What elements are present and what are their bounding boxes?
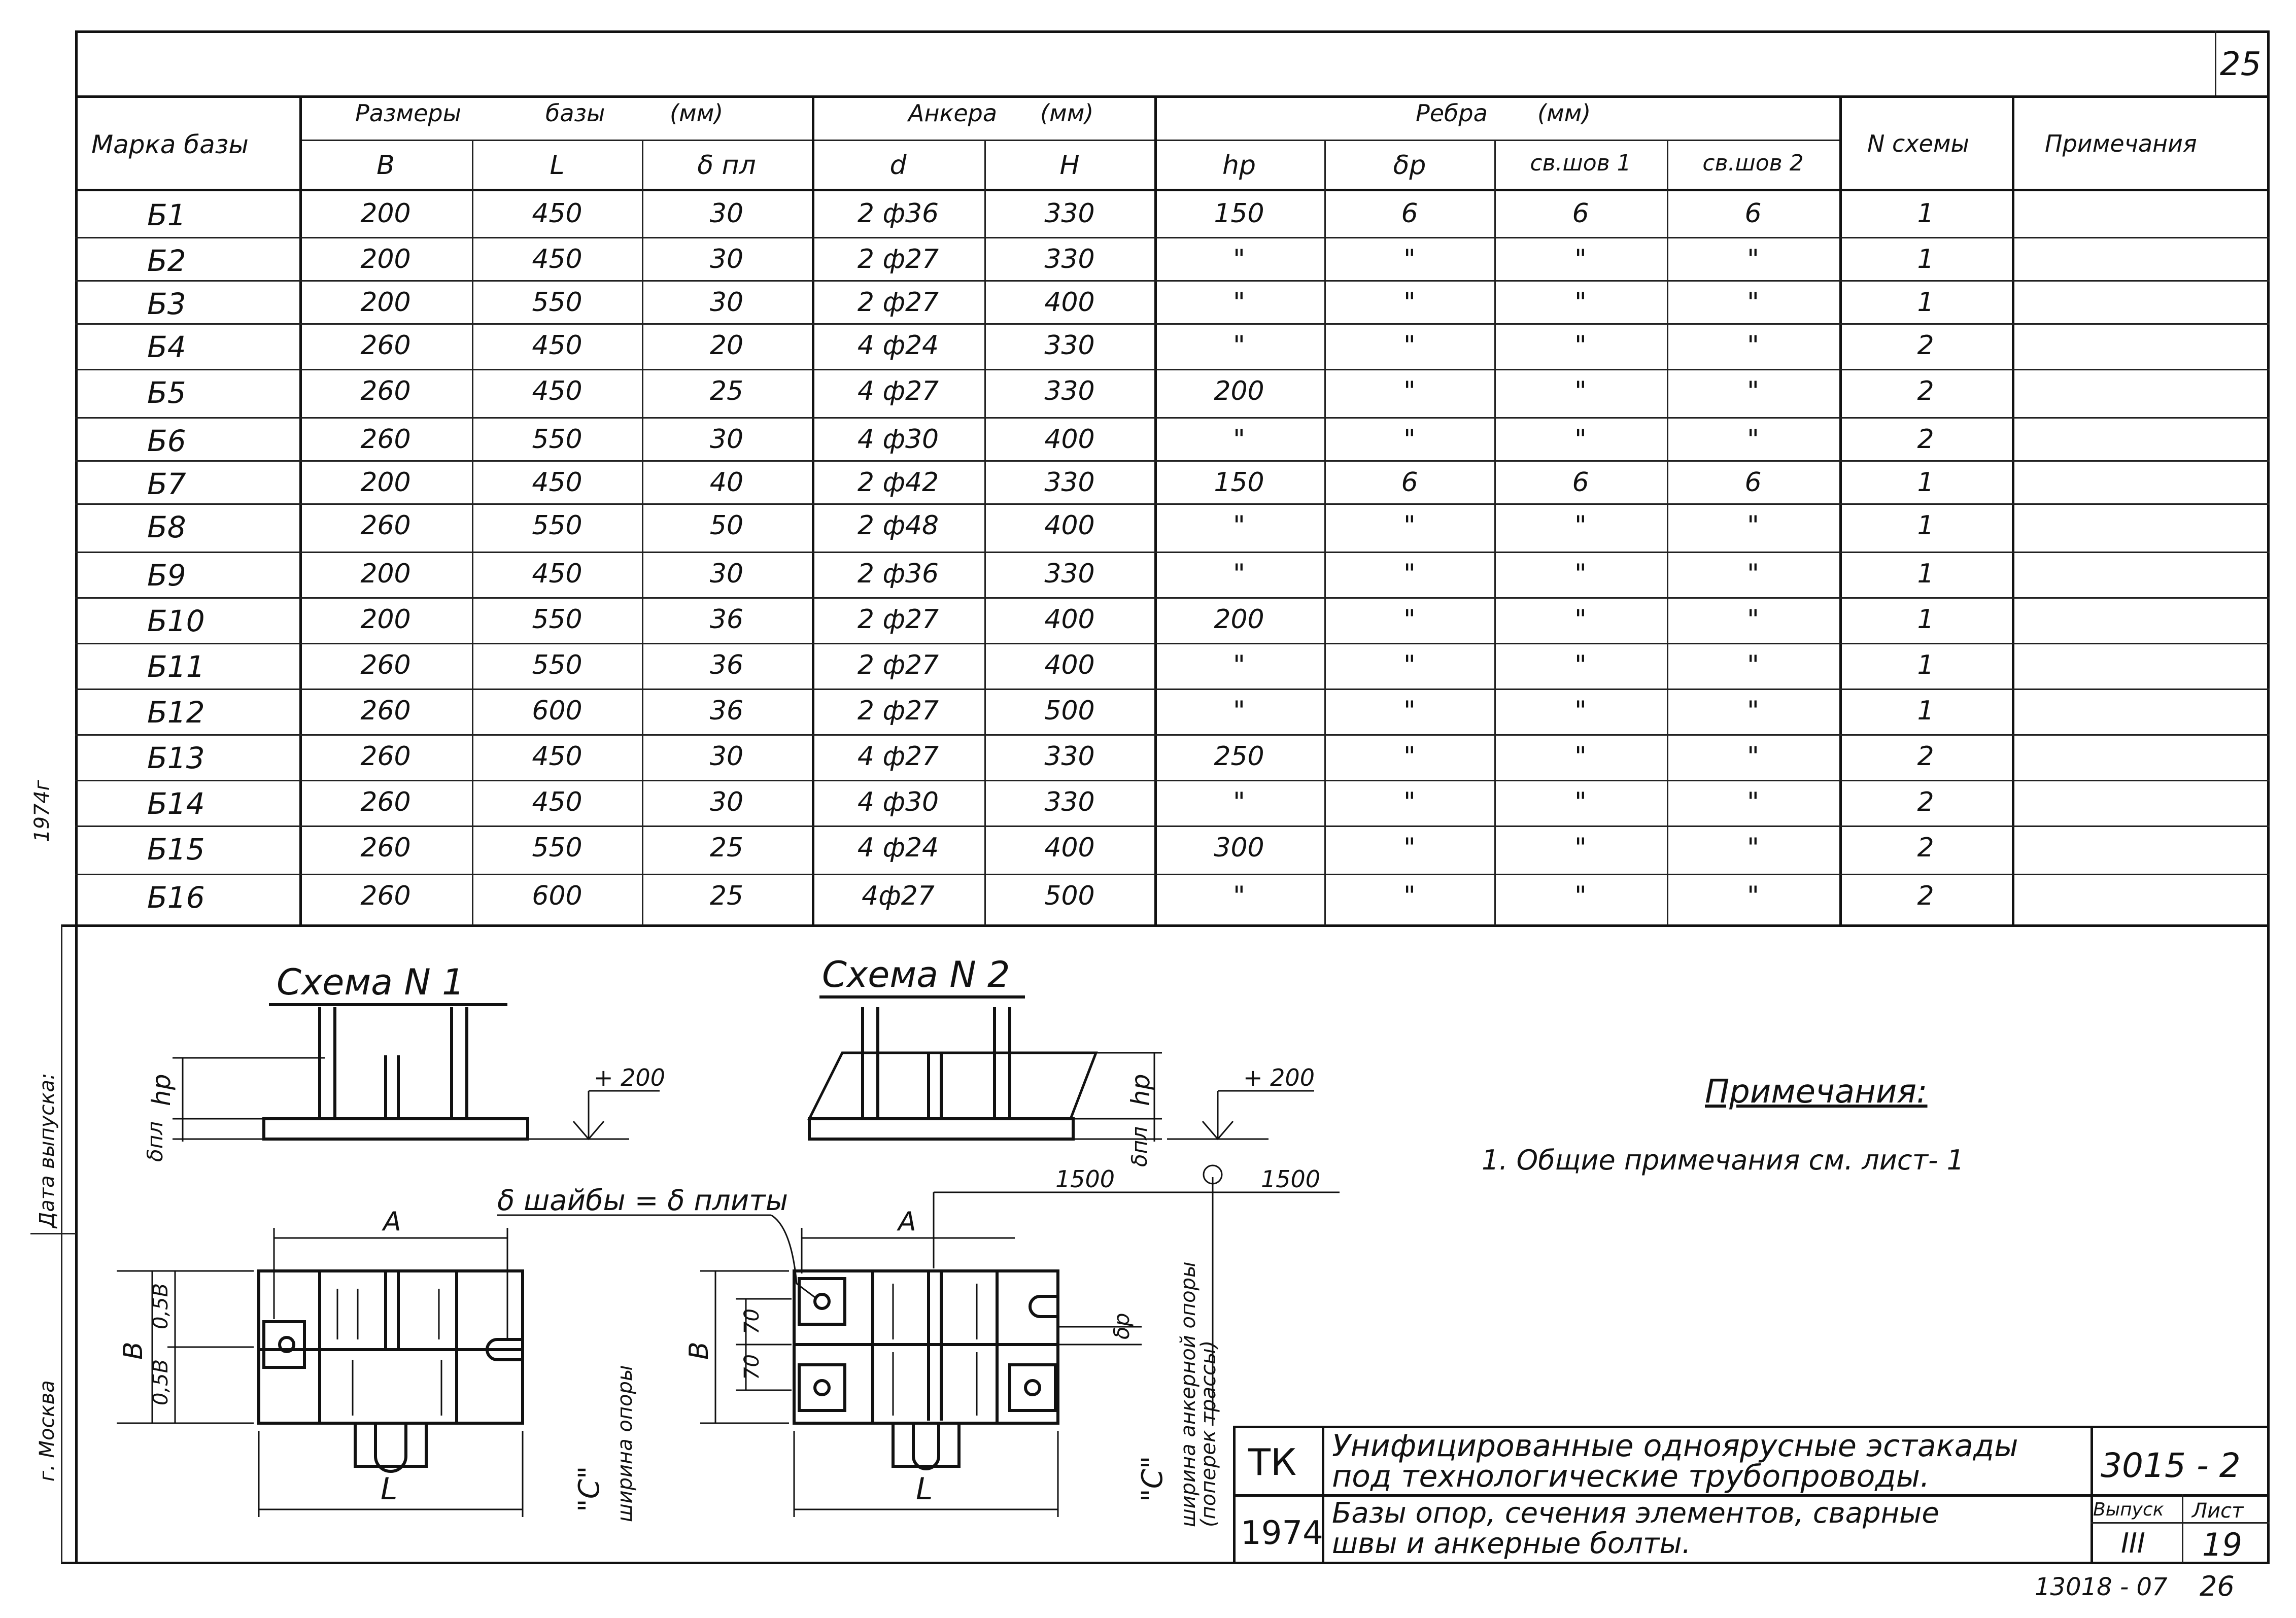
scheme2-base-plate xyxy=(809,1119,1073,1139)
table-cell-rib-weld1: " xyxy=(1574,287,1587,318)
table-cell-rib-weld2: " xyxy=(1747,696,1759,726)
scheme2-dim-l: L xyxy=(916,1471,933,1507)
table-cell-base-b: 200 xyxy=(360,559,411,589)
scheme1-c-label: "С" xyxy=(573,1466,606,1512)
table-cell-rib-hp: " xyxy=(1233,330,1245,361)
table-cell-rib-weld2: " xyxy=(1747,650,1759,680)
table-cell-scheme-no: 1 xyxy=(1917,650,1934,680)
footer-page-no: 26 xyxy=(2200,1570,2235,1602)
table-cell-anchor-d: 4 ф30 xyxy=(857,787,939,817)
table-cell-row-mark: Б1 xyxy=(147,198,186,232)
table-cell-base-dpl: 25 xyxy=(709,881,744,911)
table-cell-anchor-d: 4ф27 xyxy=(862,881,935,911)
table-cell-row-mark: Б12 xyxy=(147,695,205,730)
table-cell-base-l: 600 xyxy=(532,881,582,911)
group-header-anchors-1: Анкера xyxy=(908,99,998,127)
scheme2-anchor-hole-bottom xyxy=(815,1381,829,1395)
col-header-mark: Марка базы xyxy=(91,130,249,159)
table-cell-anchor-h: 400 xyxy=(1044,510,1095,541)
table-cell-anchor-d: 4 ф24 xyxy=(857,833,939,863)
scheme1-level: + 200 xyxy=(594,1064,665,1091)
table-cell-base-dpl: 20 xyxy=(709,330,744,361)
table-cell-rib-weld2: " xyxy=(1747,376,1759,406)
subheader-dp: δр xyxy=(1393,150,1426,181)
group-header-base-2: базы xyxy=(545,99,605,127)
table-cell-base-l: 550 xyxy=(532,424,582,455)
table-cell-rib-weld2: " xyxy=(1747,330,1759,361)
subheader-b: B xyxy=(376,150,395,181)
subheader-dpl: δ пл xyxy=(697,150,756,181)
table-cell-anchor-d: 2 ф27 xyxy=(857,604,939,635)
stamp-sheet-label: Лист xyxy=(2192,1499,2244,1523)
table-cell-rib-dp: " xyxy=(1403,376,1416,406)
table-cell-base-l: 450 xyxy=(532,741,582,772)
table-cell-rib-hp: " xyxy=(1233,424,1245,455)
table-cell-base-b: 200 xyxy=(360,244,411,274)
table-cell-base-dpl: 25 xyxy=(709,376,744,406)
table-cell-anchor-h: 500 xyxy=(1044,881,1095,911)
scheme1-title: Схема N 1 xyxy=(277,961,465,1003)
subheader-hp: hр xyxy=(1222,150,1256,181)
scheme1-dim-a: А xyxy=(383,1207,401,1237)
table-cell-base-l: 550 xyxy=(532,833,582,863)
table-cell-rib-hp: " xyxy=(1233,650,1245,680)
table-cell-rib-weld1: " xyxy=(1574,559,1587,589)
table-cell-rib-weld2: " xyxy=(1747,244,1759,274)
table-cell-anchor-d: 4 ф27 xyxy=(857,376,939,406)
table-cell-rib-weld1: " xyxy=(1574,881,1587,911)
table-cell-base-l: 450 xyxy=(532,559,582,589)
table-cell-base-dpl: 30 xyxy=(709,559,744,589)
table-cell-rib-dp: " xyxy=(1403,559,1416,589)
scheme2-anchor-hole-right xyxy=(1025,1381,1040,1395)
table-cell-anchor-d: 2 ф36 xyxy=(857,198,939,229)
table-cell-anchor-h: 330 xyxy=(1044,244,1095,274)
table-cell-base-b: 260 xyxy=(360,741,411,772)
table-cell-base-l: 450 xyxy=(532,244,582,274)
table-cell-base-dpl: 30 xyxy=(709,244,744,274)
table-cell-scheme-no: 1 xyxy=(1917,287,1934,318)
group-header-ribs-2: (мм) xyxy=(1537,99,1591,127)
washer-note: δ шайбы = δ плиты xyxy=(497,1184,788,1217)
stamp-year: 1974 xyxy=(1241,1514,1323,1552)
subheader-d: d xyxy=(889,150,907,181)
table-cell-scheme-no: 2 xyxy=(1917,833,1934,863)
subheader-h: H xyxy=(1059,150,1080,181)
side-strip-tick xyxy=(30,1233,76,1234)
table-cell-anchor-d: 4 ф24 xyxy=(857,330,939,361)
scheme2-anchor-hole-top xyxy=(815,1294,829,1309)
scheme2-level: + 200 xyxy=(1243,1064,1315,1091)
table-cell-base-dpl: 30 xyxy=(709,424,744,455)
table-cell-base-b: 200 xyxy=(360,287,411,318)
table-cell-base-l: 550 xyxy=(532,287,582,318)
table-cell-rib-dp: " xyxy=(1403,510,1416,541)
table-cell-rib-dp: " xyxy=(1403,424,1416,455)
table-cell-rib-weld1: " xyxy=(1574,833,1587,863)
table-cell-rib-weld2: " xyxy=(1747,510,1759,541)
scheme2-washer-top xyxy=(799,1279,845,1324)
table-cell-rib-weld2: " xyxy=(1747,787,1759,817)
table-cell-scheme-no: 2 xyxy=(1917,330,1934,361)
dim-1500-b: 1500 xyxy=(1261,1165,1321,1193)
table-cell-anchor-d: 2 ф48 xyxy=(857,510,939,541)
table-cell-rib-hp: 250 xyxy=(1214,741,1264,772)
table-cell-rib-hp: 300 xyxy=(1214,833,1264,863)
table-cell-anchor-h: 400 xyxy=(1044,287,1095,318)
scheme2-base xyxy=(809,1053,1096,1119)
table-cell-base-dpl: 30 xyxy=(709,741,744,772)
table-cell-row-mark: Б11 xyxy=(147,649,205,684)
table-cell-anchor-h: 400 xyxy=(1044,424,1095,455)
table-cell-base-dpl: 50 xyxy=(709,510,744,541)
table-cell-base-l: 550 xyxy=(532,510,582,541)
table-cell-rib-weld1: " xyxy=(1574,376,1587,406)
table-cell-rib-weld2: " xyxy=(1747,424,1759,455)
table-cell-rib-weld1: " xyxy=(1574,604,1587,635)
table-cell-anchor-d: 2 ф36 xyxy=(857,559,939,589)
table-cell-base-dpl: 40 xyxy=(709,467,744,498)
scheme2-dp: δр xyxy=(1109,1313,1134,1339)
table-cell-base-l: 450 xyxy=(532,330,582,361)
side-year: 1974г xyxy=(30,780,54,842)
table-cell-rib-weld1: 6 xyxy=(1572,198,1589,229)
scheme2-washer-right xyxy=(1010,1365,1055,1410)
table-cell-rib-weld1: " xyxy=(1574,424,1587,455)
table-cell-row-mark: Б2 xyxy=(147,244,186,278)
scheme1-c-caption: ширина опоры xyxy=(613,1365,637,1522)
table-cell-scheme-no: 1 xyxy=(1917,244,1934,274)
table-cell-anchor-h: 330 xyxy=(1044,198,1095,229)
table-cell-rib-weld1: " xyxy=(1574,787,1587,817)
scheme2-title: Схема N 2 xyxy=(822,954,1010,995)
table-cell-row-mark: Б14 xyxy=(147,786,205,821)
stamp-title-line1: Унифицированные одноярусные эстакады xyxy=(1332,1428,2018,1464)
table-cell-rib-hp: 150 xyxy=(1214,467,1264,498)
table-cell-base-dpl: 30 xyxy=(709,787,744,817)
table-cell-rib-hp: " xyxy=(1233,510,1245,541)
table-cell-base-b: 260 xyxy=(360,330,411,361)
table-cell-rib-weld1: " xyxy=(1574,510,1587,541)
scheme1-base-plate xyxy=(264,1119,528,1139)
dim-1500-a: 1500 xyxy=(1055,1165,1115,1193)
table-cell-rib-weld1: " xyxy=(1574,696,1587,726)
table-cell-base-b: 260 xyxy=(360,787,411,817)
table-cell-rib-weld2: " xyxy=(1747,833,1759,863)
table-cell-base-l: 550 xyxy=(532,650,582,680)
table-cell-base-dpl: 36 xyxy=(709,696,744,726)
table-cell-rib-dp: " xyxy=(1403,881,1416,911)
stamp-issue-label: Выпуск xyxy=(2093,1499,2164,1520)
table-cell-base-l: 450 xyxy=(532,467,582,498)
table-cell-row-mark: Б10 xyxy=(147,604,205,638)
table-cell-rib-dp: " xyxy=(1403,604,1416,635)
table-cell-row-mark: Б6 xyxy=(147,424,186,458)
table-cell-rib-hp: " xyxy=(1233,881,1245,911)
scheme2-washer-bottom xyxy=(799,1365,845,1410)
table-cell-row-mark: Б16 xyxy=(147,880,205,915)
table-cell-anchor-h: 400 xyxy=(1044,650,1095,680)
scheme2-dim-70-bottom: 70 xyxy=(740,1354,764,1380)
table-cell-scheme-no: 1 xyxy=(1917,559,1934,589)
table-cell-rib-weld2: 6 xyxy=(1744,467,1762,498)
table-cell-base-b: 260 xyxy=(360,833,411,863)
table-cell-anchor-h: 400 xyxy=(1044,604,1095,635)
table-cell-anchor-d: 2 ф27 xyxy=(857,696,939,726)
table-cell-rib-weld1: " xyxy=(1574,650,1587,680)
scheme1-washer xyxy=(264,1322,304,1367)
side-issue-date: Дата выпуска: xyxy=(36,1073,59,1228)
group-header-ribs-1: Ребра xyxy=(1416,99,1488,127)
table-cell-row-mark: Б7 xyxy=(147,467,186,501)
table-cell-base-l: 450 xyxy=(532,787,582,817)
table-cell-anchor-h: 330 xyxy=(1044,741,1095,772)
table-cell-base-dpl: 36 xyxy=(709,650,744,680)
table-cell-anchor-d: 4 ф27 xyxy=(857,741,939,772)
table-cell-scheme-no: 2 xyxy=(1917,881,1934,911)
table-cell-scheme-no: 1 xyxy=(1917,604,1934,635)
table-cell-base-dpl: 30 xyxy=(709,198,744,229)
table-cell-rib-dp: " xyxy=(1403,787,1416,817)
subheader-l: L xyxy=(550,150,565,181)
table-cell-base-b: 200 xyxy=(360,604,411,635)
table-cell-row-mark: Б4 xyxy=(147,330,186,364)
table-cell-scheme-no: 1 xyxy=(1917,467,1934,498)
scheme2-dpl: δпл xyxy=(1127,1126,1152,1167)
stamp-code: 3015 - 2 xyxy=(2101,1446,2241,1485)
table-cell-rib-weld1: " xyxy=(1574,244,1587,274)
table-cell-rib-dp: " xyxy=(1403,287,1416,318)
table-cell-row-mark: Б13 xyxy=(147,741,205,775)
table-cell-rib-hp: 200 xyxy=(1214,604,1264,635)
scheme1-half-b-bottom: 0,5В xyxy=(149,1359,173,1405)
table-cell-anchor-d: 2 ф27 xyxy=(857,287,939,318)
col-header-notes: Примечания xyxy=(2045,130,2197,157)
table-cell-rib-weld2: " xyxy=(1747,287,1759,318)
table-cell-row-mark: Б8 xyxy=(147,510,186,544)
table-cell-anchor-h: 330 xyxy=(1044,330,1095,361)
stamp-issue-value: III xyxy=(2121,1527,2145,1559)
side-strip-line xyxy=(61,924,62,1563)
side-city: г. Москва xyxy=(36,1380,59,1482)
table-cell-rib-hp: " xyxy=(1233,696,1245,726)
scheme1-dpl: δпл xyxy=(143,1121,167,1162)
table-cell-rib-weld2: " xyxy=(1747,881,1759,911)
scheme2-c-label: "С" xyxy=(1136,1456,1169,1502)
table-cell-rib-weld2: " xyxy=(1747,604,1759,635)
table-cell-base-b: 260 xyxy=(360,650,411,680)
scheme2-dim-70-top: 70 xyxy=(740,1309,764,1334)
table-cell-rib-dp: 6 xyxy=(1401,467,1418,498)
scheme1-hp: hр xyxy=(147,1074,176,1106)
table-cell-scheme-no: 1 xyxy=(1917,696,1934,726)
table-cell-rib-hp: " xyxy=(1233,287,1245,318)
notes-item-1: 1. Общие примечания см. лист- 1 xyxy=(1482,1144,1965,1176)
table-cell-rib-weld2: 6 xyxy=(1744,198,1762,229)
stamp-title-line2: под технологические трубопроводы. xyxy=(1332,1459,1930,1494)
table-cell-rib-hp: " xyxy=(1233,244,1245,274)
table-cell-scheme-no: 2 xyxy=(1917,787,1934,817)
table-cell-rib-dp: " xyxy=(1403,741,1416,772)
table-cell-rib-hp: " xyxy=(1233,559,1245,589)
table-cell-base-b: 260 xyxy=(360,696,411,726)
stamp-subtitle-line1: Базы опор, сечения элементов, сварные xyxy=(1332,1497,1939,1530)
table-cell-scheme-no: 1 xyxy=(1917,510,1934,541)
table-cell-rib-dp: 6 xyxy=(1401,198,1418,229)
col-header-scheme: N схемы xyxy=(1867,130,1969,157)
table-cell-rib-weld1: " xyxy=(1574,741,1587,772)
subheader-weld2: св.шов 2 xyxy=(1702,150,1804,176)
table-cell-rib-dp: " xyxy=(1403,696,1416,726)
stamp-org: ТК xyxy=(1248,1441,1297,1484)
table-cell-rib-dp: " xyxy=(1403,650,1416,680)
footer-archive-no: 13018 - 07 xyxy=(2035,1573,2168,1601)
scheme1-half-b-top: 0,5В xyxy=(149,1283,173,1329)
table-cell-base-dpl: 36 xyxy=(709,604,744,635)
scheme2-c-caption-2: (поперек трассы) xyxy=(1197,1340,1220,1527)
table-cell-rib-dp: " xyxy=(1403,330,1416,361)
group-header-base-1: Размеры xyxy=(355,99,461,127)
scheme2-dim-b: В xyxy=(684,1341,714,1360)
table-cell-rib-dp: " xyxy=(1403,833,1416,863)
subheader-weld1: св.шов 1 xyxy=(1530,150,1631,176)
table-cell-anchor-d: 2 ф27 xyxy=(857,650,939,680)
table-cell-anchor-h: 330 xyxy=(1044,376,1095,406)
table-cell-base-l: 450 xyxy=(532,198,582,229)
scheme1-dim-b: В xyxy=(118,1341,149,1360)
table-cell-anchor-d: 2 ф42 xyxy=(857,467,939,498)
table-cell-base-b: 200 xyxy=(360,198,411,229)
stamp-sheet-value: 19 xyxy=(2202,1526,2242,1563)
table-cell-row-mark: Б15 xyxy=(147,832,205,867)
table-cell-rib-dp: " xyxy=(1403,244,1416,274)
scheme2-plan-plate xyxy=(794,1271,1058,1423)
table-cell-anchor-h: 400 xyxy=(1044,833,1095,863)
scheme2-hp: hр xyxy=(1126,1074,1155,1106)
table-cell-base-b: 260 xyxy=(360,424,411,455)
table-cell-anchor-h: 330 xyxy=(1044,467,1095,498)
table-cell-base-l: 600 xyxy=(532,696,582,726)
stamp-subtitle-line2: швы и анкерные болты. xyxy=(1332,1527,1691,1560)
table-cell-anchor-d: 2 ф27 xyxy=(857,244,939,274)
table-cell-rib-weld2: " xyxy=(1747,559,1759,589)
table-cell-base-b: 260 xyxy=(360,510,411,541)
table-cell-rib-hp: " xyxy=(1233,787,1245,817)
table-cell-scheme-no: 2 xyxy=(1917,424,1934,455)
scheme2-c-caption-1: ширина анкерной опоры xyxy=(1177,1261,1200,1527)
table-cell-scheme-no: 1 xyxy=(1917,198,1934,229)
table-cell-rib-hp: 150 xyxy=(1214,198,1264,229)
table-cell-base-dpl: 30 xyxy=(709,287,744,318)
table-cell-anchor-d: 4 ф30 xyxy=(857,424,939,455)
table-cell-row-mark: Б3 xyxy=(147,287,186,321)
table-cell-base-l: 550 xyxy=(532,604,582,635)
table-cell-scheme-no: 2 xyxy=(1917,376,1934,406)
scheme1-dim-l: L xyxy=(381,1471,398,1507)
table-cell-rib-weld2: " xyxy=(1747,741,1759,772)
table-cell-anchor-h: 330 xyxy=(1044,559,1095,589)
table-cell-scheme-no: 2 xyxy=(1917,741,1934,772)
table-cell-base-b: 260 xyxy=(360,881,411,911)
group-header-anchors-2: (мм) xyxy=(1040,99,1094,127)
scheme1-stub xyxy=(355,1423,426,1466)
table-cell-row-mark: Б9 xyxy=(147,558,186,593)
sheet-corner-number: 25 xyxy=(2220,46,2261,83)
group-header-base-3: (мм) xyxy=(670,99,724,127)
scheme1-plan-plate xyxy=(259,1271,523,1423)
table-cell-rib-weld1: 6 xyxy=(1572,467,1589,498)
table-cell-base-l: 450 xyxy=(532,376,582,406)
table-cell-rib-hp: 200 xyxy=(1214,376,1264,406)
table-cell-base-b: 200 xyxy=(360,467,411,498)
notes-title: Примечания: xyxy=(1705,1073,1928,1111)
table-cell-base-b: 260 xyxy=(360,376,411,406)
table-cell-base-dpl: 25 xyxy=(709,833,744,863)
scheme2-dim-a: А xyxy=(898,1207,916,1237)
table-cell-anchor-h: 500 xyxy=(1044,696,1095,726)
table-cell-row-mark: Б5 xyxy=(147,375,186,410)
table-cell-anchor-h: 330 xyxy=(1044,787,1095,817)
table-cell-rib-weld1: " xyxy=(1574,330,1587,361)
